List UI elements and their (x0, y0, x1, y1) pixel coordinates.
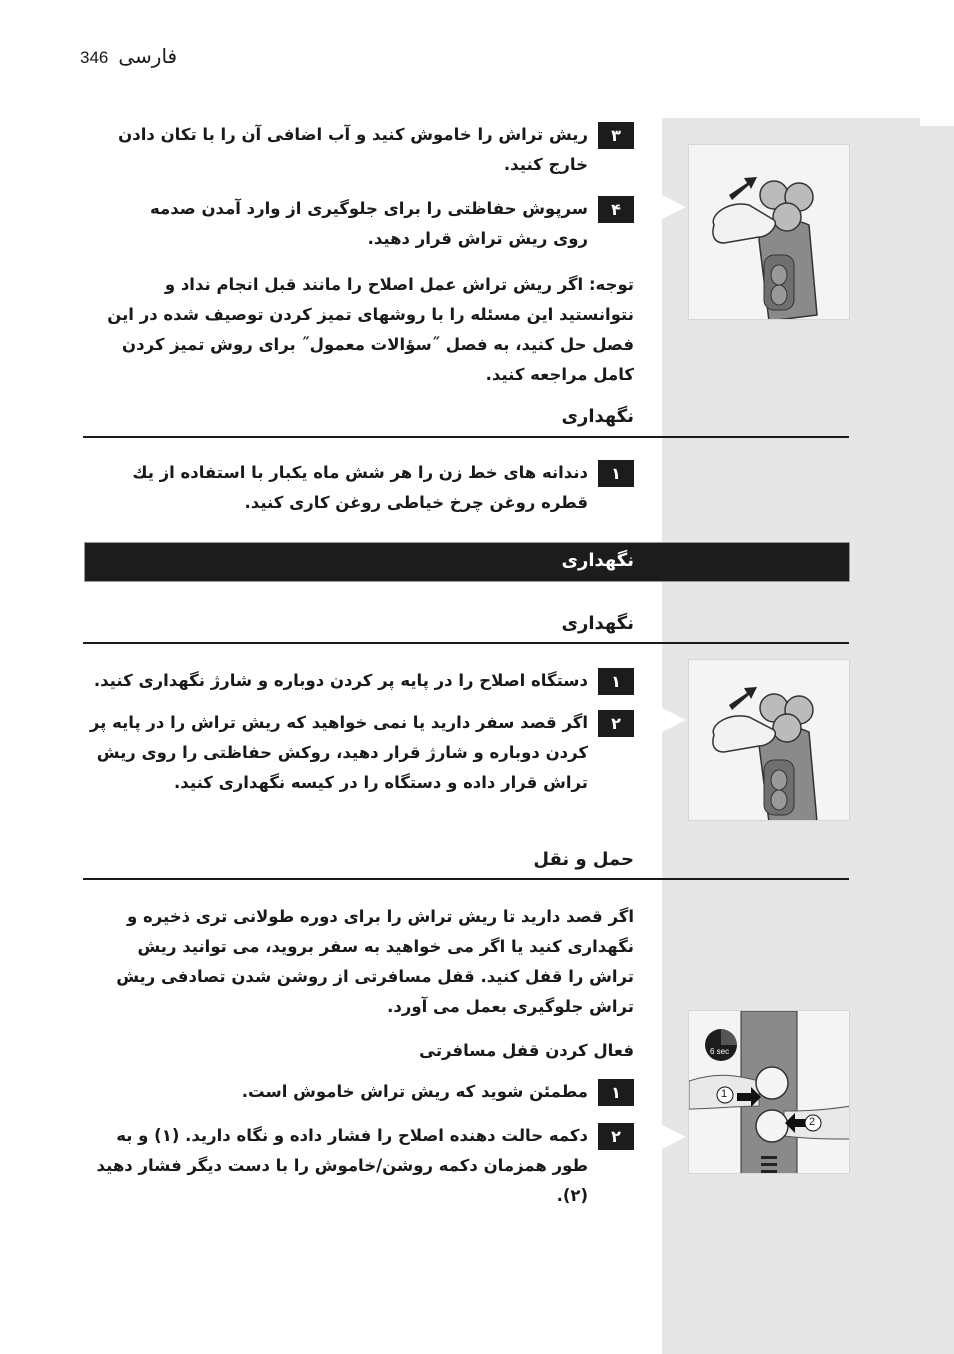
step-text: دستگاه اصلاح را در پایه پر کردن دوباره و شارژ نگهداری کنید. (93, 671, 588, 690)
section-heading-transport: حمل و نقل (533, 849, 634, 870)
section-heading-storage: نگهداری (561, 613, 634, 634)
step-item (114, 122, 634, 180)
step-text: دندانه های خط زن را هر شش ماه یکبار با استفاده از یك قطره روغن چرخ خیاطی روغن کاری کنید. (132, 463, 588, 512)
step-item (84, 460, 634, 518)
step-text: دکمه حالت دهنده اصلاح را فشار داده و نگاه دارید. (۱) و به طور همزمان دکمه روشن/خاموش را با دست دیگر فشار دهید (۲). (96, 1126, 588, 1205)
step-item (114, 196, 634, 254)
travel-lock-illustration (688, 1010, 850, 1174)
page-header (80, 44, 177, 68)
side-column-notch (920, 118, 954, 126)
section-heading-maintenance: نگهداری (561, 406, 634, 427)
step-item (84, 1123, 634, 1211)
step-number: ۴ (598, 196, 634, 223)
timer-label: 6 sec (710, 1047, 730, 1056)
step-number: ۳ (598, 122, 634, 149)
step-number: ۱ (598, 1079, 634, 1106)
shaver-storage-illustration (688, 659, 850, 821)
subheading-travel-lock: فعال کردن قفل مسافرتی (419, 1041, 634, 1060)
callout-one: 1 (721, 1088, 728, 1100)
step-number: ۲ (598, 710, 634, 737)
section-rule (83, 878, 849, 880)
step-number: ۲ (598, 1123, 634, 1150)
shaver-cap-illustration (688, 144, 850, 320)
callout-two: 2 (809, 1116, 816, 1128)
step-item (84, 1079, 634, 1107)
step-text: ریش تراش را خاموش کنید و آب اضافی آن را با تکان دادن خارج کنید. (118, 125, 588, 174)
chapter-band (84, 542, 850, 582)
language-label: فارسی (118, 44, 178, 68)
section-rule (83, 436, 849, 438)
page-number: 346 (80, 48, 109, 67)
illustration-pointer (662, 195, 686, 219)
step-text: سرپوش حفاظتی را برای جلوگیری از وارد آمدن صدمه روی ریش تراش قرار دهید. (150, 199, 588, 248)
step-item (84, 710, 634, 798)
step-item (84, 668, 634, 696)
step-number: ۱ (598, 460, 634, 487)
chapter-band-title: نگهداری (561, 550, 634, 571)
note-paragraph: توجه: اگر ریش تراش عمل اصلاح را مانند قبل انجام نداد و نتوانستید این مسئله را با روشهای تمیز کردن توصیف شده در این فصل حل کنید، به فصل ˝سؤالات معمول˝ برای روش تمیز کردن کامل مراجعه کنید. (107, 275, 634, 384)
transport-paragraph: اگر قصد دارید تا ریش تراش را برای دوره طولانی تری ذخیره و نگهداری کنید یا اگر می خواهید به سفر بروید، می توانید ریش تراش را قفل کنید. قفل مسافرتی از روشن شدن تصادفی ریش تراش جلوگیری بعمل می آورد. (116, 907, 634, 1016)
section-rule (83, 642, 849, 644)
illustration-pointer (662, 708, 686, 732)
step-text: مطمئن شوید که ریش تراش خاموش است. (241, 1082, 588, 1101)
step-number: ۱ (598, 668, 634, 695)
step-text: اگر قصد سفر دارید یا نمی خواهید که ریش تراش را در پایه پر کردن دوباره و شارژ قرار دهید، روکش حفاظتی را روی ریش تراش قرار داده و دستگاه را در کیسه نگهداری کنید. (89, 713, 588, 792)
illustration-pointer (662, 1125, 686, 1149)
